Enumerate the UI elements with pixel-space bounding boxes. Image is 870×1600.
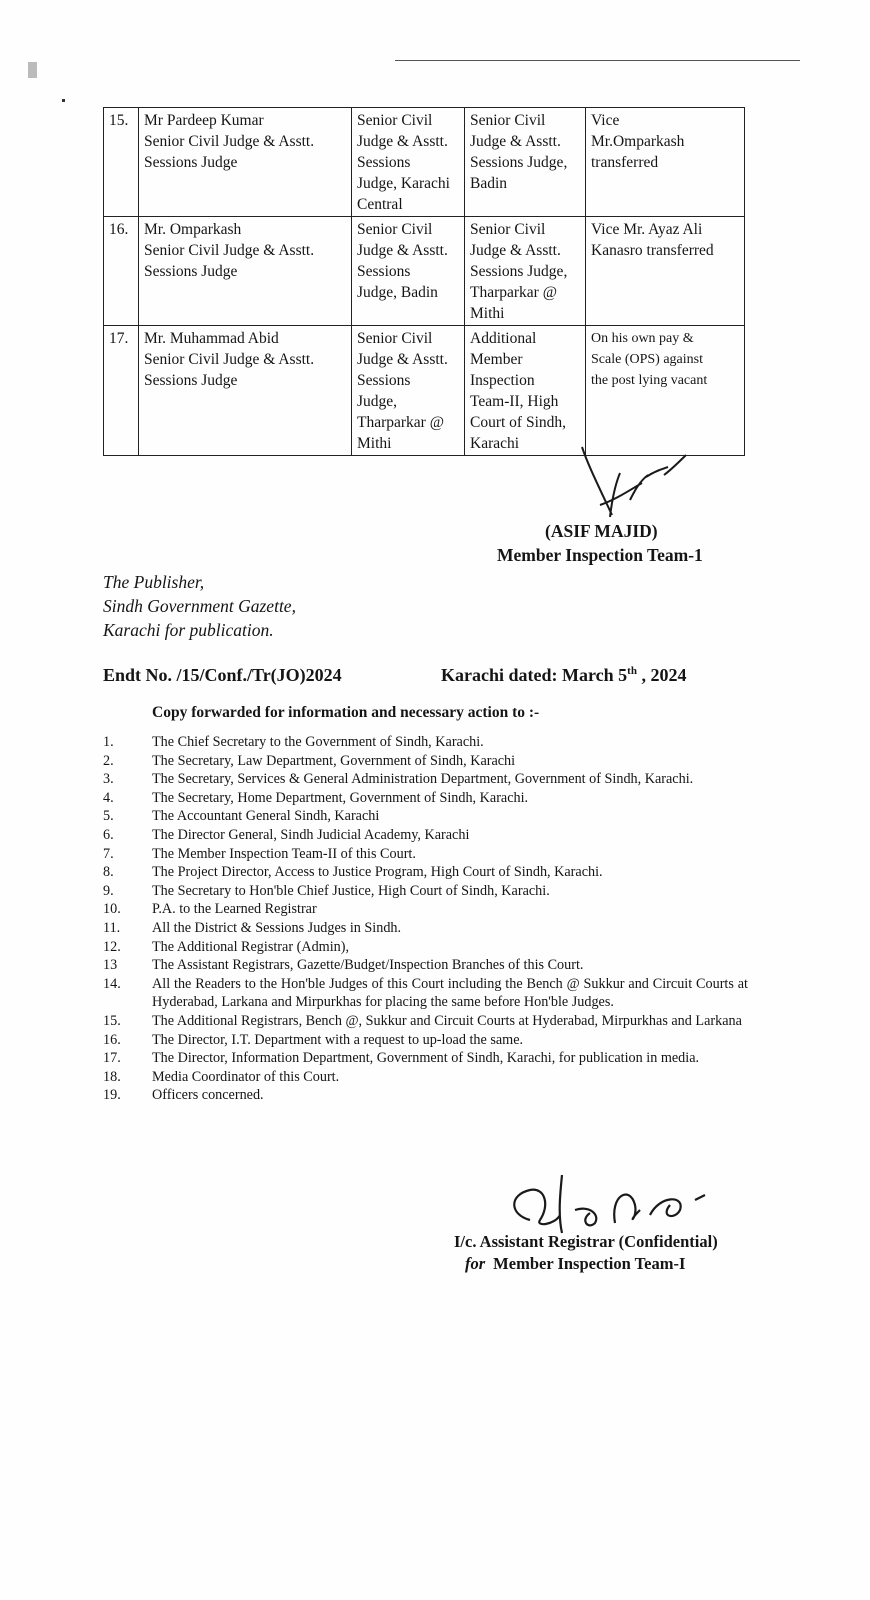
officer-name-designation: Mr Pardeep Kumar <box>144 112 264 129</box>
table-row <box>104 217 745 326</box>
list-item-number: 9. <box>103 882 114 899</box>
posted-to: Sessions Judge, <box>470 263 568 280</box>
posted-to: Inspection <box>470 372 535 389</box>
posted-from: Judge, Karachi <box>357 175 450 192</box>
table-row <box>104 326 745 456</box>
posted-to: Mithi <box>470 305 505 322</box>
serial-number: 17. <box>104 326 139 456</box>
officer-name-designation: Mr. Muhammad Abid <box>144 330 279 347</box>
posted-to: Senior Civil <box>470 221 546 238</box>
list-item <box>103 733 748 752</box>
list-item <box>103 975 748 1012</box>
list-item-text: The Member Inspection Team-II of this Court. <box>152 845 416 862</box>
endorsement-number: Endt No. /15/Conf./Tr(JO)2024 <box>103 665 342 685</box>
posted-from: Judge, <box>357 393 398 410</box>
remarks: On his own pay & <box>591 331 694 346</box>
list-item <box>103 770 748 789</box>
list-item-number: 8. <box>103 864 114 881</box>
remarks: Kanasro transferred <box>591 242 714 259</box>
list-item <box>103 956 748 975</box>
list-item <box>103 845 748 864</box>
posted-from: Senior Civil <box>357 330 433 347</box>
remarks: Vice Mr. Ayaz Ali <box>591 221 703 238</box>
list-item-number: 18. <box>103 1068 121 1085</box>
publisher-line: Karachi for publication. <box>103 620 274 640</box>
list-item-text: Media Coordinator of this Court. <box>152 1068 340 1085</box>
list-item-text: P.A. to the Learned Registrar <box>152 901 317 918</box>
list-item-number: 1. <box>103 734 114 750</box>
signature-asif-majid <box>560 445 700 525</box>
posted-to: Senior Civil <box>470 112 546 129</box>
list-item-number: 19. <box>103 1087 121 1104</box>
posted-to: Court of Sindh, <box>470 414 567 431</box>
list-item-text: The Accountant General Sindh, Karachi <box>152 808 380 825</box>
publisher-line: The Publisher, <box>103 572 205 592</box>
list-item-text: The Project Director, Access to Justice Program, High Court of Sindh, Karachi. <box>152 864 603 881</box>
officer-name-designation: Sessions Judge <box>144 154 238 171</box>
list-item <box>103 882 748 901</box>
posted-from: Central <box>357 196 403 213</box>
list-item-number: 6. <box>103 826 114 843</box>
posted-from: Sessions <box>357 372 411 389</box>
list-item-text: All the Readers to the Hon'ble Judges of this Court including the Bench @ Sukkur and Circuit Courts at Hyderabad, Larkana and Mirpurkhas for placing the same before Hon'ble Judges. <box>152 975 748 1011</box>
posted-from: Judge & Asstt. <box>357 351 448 368</box>
scan-speck <box>62 99 65 102</box>
list-item-text: The Director, Information Department, Government of Sindh, Karachi, for publication in media. <box>152 1050 700 1067</box>
list-item <box>103 826 748 845</box>
posted-to: Karachi <box>470 435 520 452</box>
posted-to: Badin <box>470 175 508 192</box>
list-item-number: 7. <box>103 845 114 862</box>
officer-name-designation: Sessions Judge <box>144 372 238 389</box>
list-item-number: 16. <box>103 1031 121 1048</box>
list-item-text: The Assistant Registrars, Gazette/Budget/Inspection Branches of this Court. <box>152 957 584 974</box>
posted-to: Team-II, High <box>470 393 559 410</box>
posted-to: Member <box>470 351 523 368</box>
posted-to: Judge & Asstt. <box>470 133 561 150</box>
list-item <box>103 1031 748 1050</box>
list-item-number: 17. <box>103 1050 121 1067</box>
list-item-text: Officers concerned. <box>152 1087 264 1104</box>
posted-from: Tharparkar @ <box>357 414 444 431</box>
list-item <box>103 900 748 919</box>
list-item <box>103 938 748 957</box>
remarks: the post lying vacant <box>591 373 708 388</box>
list-item <box>103 807 748 826</box>
posted-to: Sessions Judge, <box>470 154 568 171</box>
signature-assistant-registrar <box>500 1165 720 1240</box>
list-item <box>103 752 748 771</box>
scan-speck <box>28 62 37 78</box>
posted-to: Additional <box>470 330 537 347</box>
posted-from: Senior Civil <box>357 221 433 238</box>
serial-number: 16. <box>104 217 139 326</box>
posted-from: Sessions <box>357 263 411 280</box>
page-top-rule <box>395 60 800 61</box>
remarks: Scale (OPS) against <box>591 352 703 367</box>
transfer-table <box>103 107 745 456</box>
posted-from: Sessions <box>357 154 411 171</box>
list-item-number: 3. <box>103 771 114 788</box>
list-item-text: The Director General, Sindh Judicial Academy, Karachi <box>152 826 470 843</box>
list-item <box>103 1049 748 1068</box>
list-item <box>103 1012 748 1031</box>
list-item-number: 12. <box>103 938 121 955</box>
list-item-text: All the District & Sessions Judges in Sindh. <box>152 919 402 936</box>
table-row <box>104 108 745 217</box>
serial-number: 15. <box>104 108 139 217</box>
posted-to: Tharparkar @ <box>470 284 557 301</box>
copy-forwarded-heading: Copy forwarded for information and necessary action to :- <box>152 704 540 721</box>
remarks: Mr.Omparkash <box>591 133 685 150</box>
list-item-number: 2. <box>103 752 114 769</box>
posted-from: Judge, Badin <box>357 284 438 301</box>
list-item <box>103 919 748 938</box>
list-item-text: The Additional Registrars, Bench @, Sukkur and Circuit Courts at Hyderabad, Mirpurkhas and Larkana <box>152 1012 742 1029</box>
list-item <box>103 863 748 882</box>
for-member-inspection: for Member Inspection Team-I <box>465 1254 686 1273</box>
list-item-number: 13 <box>103 957 118 974</box>
list-item-number: 14. <box>103 975 121 992</box>
endorsement-date: Karachi dated: March 5th , 2024 <box>441 665 687 685</box>
list-item <box>103 1068 748 1087</box>
posted-from: Senior Civil <box>357 112 433 129</box>
publisher-line: Sindh Government Gazette, <box>103 596 296 616</box>
list-item-text: The Secretary, Law Department, Government of Sindh, Karachi <box>152 752 516 769</box>
list-item-text: The Chief Secretary to the Government of Sindh, Karachi. <box>152 734 484 750</box>
list-item-number: 5. <box>103 808 114 825</box>
list-item-number: 10. <box>103 901 121 918</box>
officer-name-designation: Senior Civil Judge & Asstt. <box>144 351 315 368</box>
officer-name-designation: Senior Civil Judge & Asstt. <box>144 242 315 259</box>
list-item <box>103 789 748 808</box>
list-item-number: 4. <box>103 789 114 806</box>
officer-name-designation: Sessions Judge <box>144 263 238 280</box>
signatory-title: Member Inspection Team-1 <box>497 545 703 565</box>
remarks: transferred <box>591 154 659 171</box>
list-item-text: The Secretary, Services & General Administration Department, Government of Sindh, Karachi. <box>152 771 694 788</box>
list-item <box>103 1086 748 1105</box>
distribution-list <box>103 733 748 1105</box>
publisher-block <box>103 570 296 642</box>
list-item-text: The Additional Registrar (Admin), <box>152 938 350 955</box>
list-item-text: The Secretary, Home Department, Government of Sindh, Karachi. <box>152 789 529 806</box>
remarks: Vice <box>591 112 620 129</box>
assistant-registrar-title: I/c. Assistant Registrar (Confidential) <box>454 1232 718 1251</box>
list-item-text: The Secretary to Hon'ble Chief Justice, High Court of Sindh, Karachi. <box>152 882 550 899</box>
posted-from: Judge & Asstt. <box>357 133 448 150</box>
list-item-number: 11. <box>103 919 121 936</box>
list-item-text: The Director, I.T. Department with a request to up-load the same. <box>152 1031 524 1048</box>
officer-name-designation: Senior Civil Judge & Asstt. <box>144 133 315 150</box>
officer-name-designation: Mr. Omparkash <box>144 221 242 238</box>
posted-from: Mithi <box>357 435 392 452</box>
list-item-number: 15. <box>103 1012 121 1029</box>
signatory-name: (ASIF MAJID) <box>545 521 658 541</box>
posted-from: Judge & Asstt. <box>357 242 448 259</box>
posted-to: Judge & Asstt. <box>470 242 561 259</box>
